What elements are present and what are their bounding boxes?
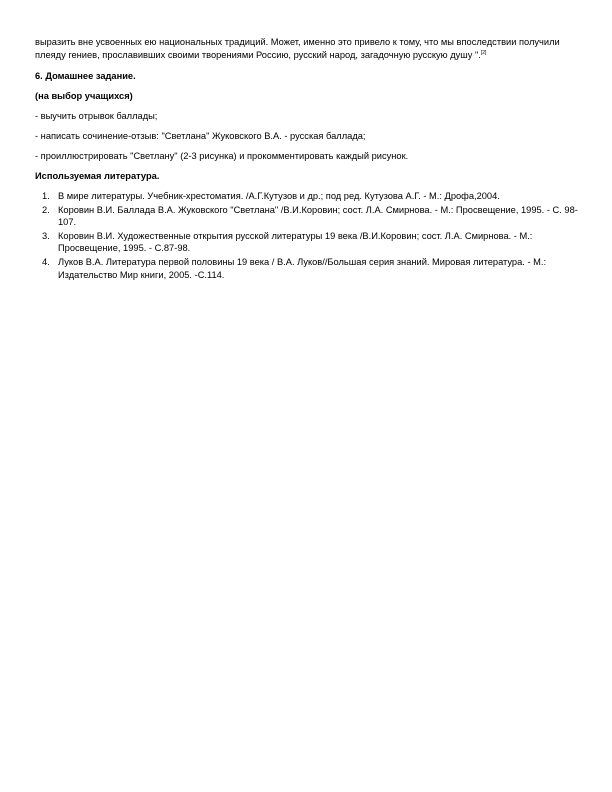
homework-heading: 6. Домашнее задание. bbox=[35, 71, 136, 81]
intro-text: выразить вне усвоенных ею национальных традиций. Может, именно это привело к тому, что мы впоследствии получили плеяду гениев, прославивших своими творениями Россию, русский народ, загадочную русскую душу ". bbox=[35, 37, 560, 60]
literature-item-number: 1. bbox=[42, 191, 50, 201]
literature-list bbox=[35, 190, 580, 281]
homework-item: - написать сочинение-отзыв: "Светлана" Жуковского В.А. - русская баллада; bbox=[35, 131, 366, 141]
document-page bbox=[35, 36, 580, 282]
literature-item-number: 4. bbox=[42, 256, 50, 267]
literature-item-number: 3. bbox=[42, 230, 50, 241]
literature-item bbox=[35, 230, 580, 255]
literature-item-text: В мире литературы. Учебник-хрестоматия. /А.Г.Кутузов и др.; под ред. Кутузова А.Г. - М.: Дрофа,2004. bbox=[58, 191, 500, 201]
intro-paragraph bbox=[35, 36, 580, 62]
homework-subheading: (на выбор учащихся) bbox=[35, 91, 133, 101]
footnote-ref: [2] bbox=[480, 49, 487, 56]
literature-heading: Используемая литература. bbox=[35, 171, 160, 181]
homework-item: - проиллюстрировать "Светлану" (2-3 рисунка) и прокомментировать каждый рисунок. bbox=[35, 151, 409, 161]
literature-item-text: Коровин В.И. Художественные открытия русской литературы 19 века /В.И.Коровин; сост. Л.А. Смирнова. - М.: Просвещение, 1995. - С.87-98. bbox=[58, 230, 533, 254]
literature-item-number: 2. bbox=[42, 204, 50, 215]
literature-item bbox=[35, 204, 580, 229]
literature-item bbox=[35, 256, 580, 281]
literature-item-text: Коровин В.И. Баллада В.А. Жуковского "Светлана" /В.И.Коровин; сост. Л.А. Смирнова. - М.: Просвещение, 1995. - С. 98-107. bbox=[58, 204, 578, 228]
homework-item: - выучить отрывок баллады; bbox=[35, 111, 158, 121]
literature-item-text: Луков В.А. Литература первой половины 19 века / В.А. Луков//Большая серия знаний. Мировая литература. - М.: Издательство Мир книги, 2005. -С.114. bbox=[58, 256, 547, 280]
literature-item bbox=[35, 190, 580, 203]
